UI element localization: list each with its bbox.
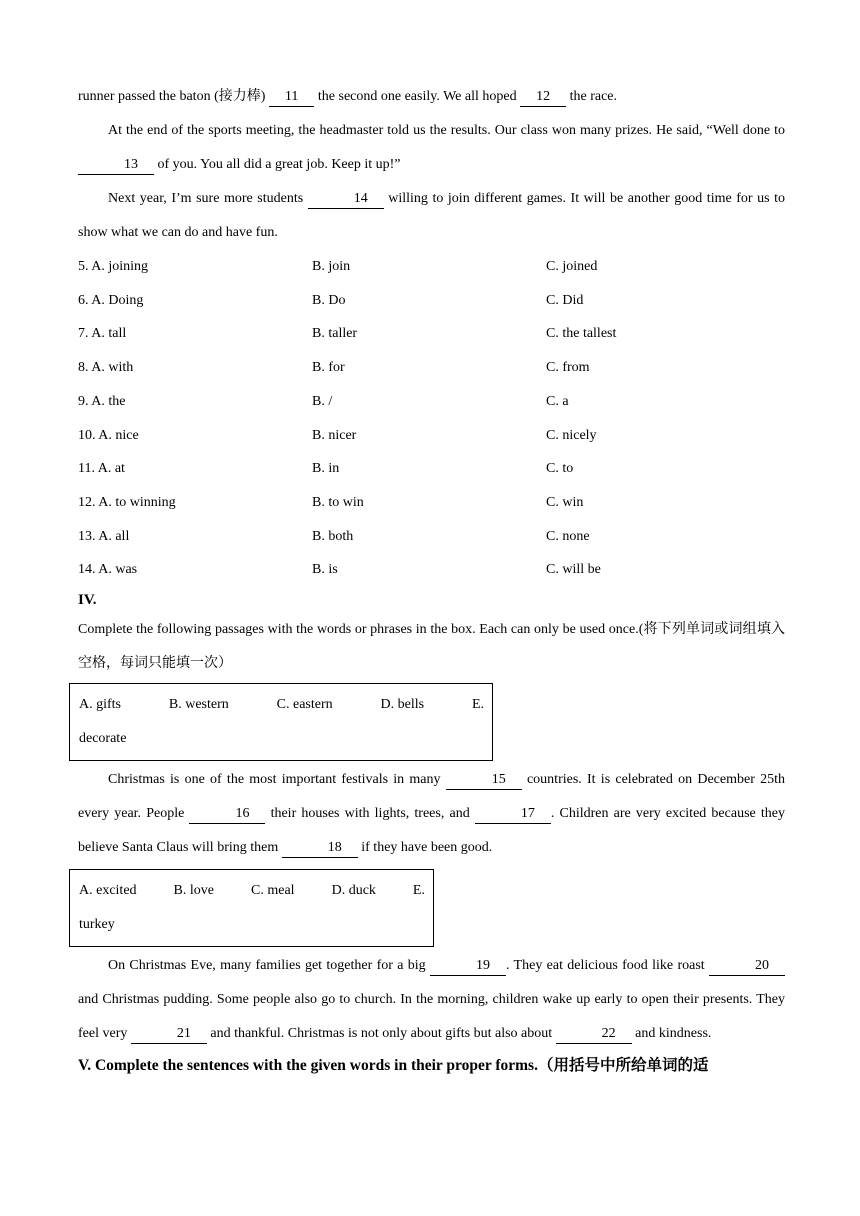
option-b[interactable]: B. in [312, 461, 340, 477]
word-box [69, 683, 493, 761]
option-c[interactable]: C. to [546, 461, 574, 477]
option-b[interactable]: B. taller [312, 326, 358, 342]
word-box [69, 869, 434, 947]
passage-paragraph [78, 114, 785, 182]
blank-20[interactable]: 20 [709, 957, 785, 976]
word-option: A. excited [79, 883, 137, 899]
option-b[interactable]: B. both [312, 528, 354, 544]
word-option: B. love [173, 883, 214, 899]
option-a[interactable]: 7. A. tall [78, 326, 127, 342]
option-a[interactable]: 12. A. to winning [78, 494, 176, 510]
text: . They eat delicious food like roast [505, 958, 709, 974]
option-c[interactable]: C. nicely [546, 427, 597, 443]
passage-line [78, 80, 785, 114]
word-option: D. bells [380, 697, 425, 713]
option-c[interactable]: C. Did [546, 292, 584, 308]
word-option: E. [471, 697, 484, 713]
passage-paragraph [78, 949, 785, 1051]
word-option: C. meal [251, 883, 295, 899]
blank-18[interactable]: 18 [282, 839, 358, 858]
passage-paragraph [78, 763, 785, 865]
blank-17[interactable]: 17 [475, 805, 551, 824]
word-option: D. duck [331, 883, 376, 899]
text: and thankful. Christmas is not only about gifts but also about [206, 1026, 556, 1042]
text: the race. [566, 89, 618, 104]
blank-13[interactable]: 13 [78, 156, 154, 175]
option-b[interactable]: B. join [312, 259, 351, 274]
option-a[interactable]: 14. A. was [78, 562, 138, 578]
text: At the end of the sports meeting, the headmaster told us the results. Our class won many prizes. He said, “Well done to [108, 123, 785, 138]
option-c[interactable]: C. joined [546, 259, 598, 274]
blank-16[interactable]: 16 [189, 805, 265, 824]
word-option: turkey [79, 917, 115, 933]
option-row [78, 250, 785, 284]
text: Christmas is one of the most important festivals in many [108, 772, 446, 788]
option-a[interactable]: 9. A. the [78, 393, 126, 409]
option-c[interactable]: C. a [546, 393, 569, 409]
blank-21[interactable]: 21 [131, 1025, 207, 1044]
options-list [78, 250, 785, 587]
word-option: C. eastern [276, 697, 333, 713]
option-b[interactable]: B. / [312, 393, 333, 409]
text: Next year, I’m sure more students [108, 191, 308, 206]
option-a[interactable]: 6. A. Doing [78, 292, 144, 308]
text: their houses with lights, trees, and [265, 806, 475, 822]
option-row [78, 452, 785, 486]
blank-19[interactable]: 19 [430, 957, 506, 976]
section-title: IV. [78, 592, 97, 609]
text: the second one easily. We all hoped [314, 89, 521, 104]
blank-15[interactable]: 15 [446, 771, 522, 790]
option-a[interactable]: 10. A. nice [78, 427, 139, 443]
word-option: decorate [79, 731, 127, 747]
blank-14[interactable]: 14 [308, 190, 384, 209]
option-c[interactable]: C. the tallest [546, 326, 617, 342]
text: countries. It is celebrated on December 25th every year. People [78, 772, 785, 822]
blank-11[interactable]: 11 [269, 88, 314, 107]
option-row [78, 486, 785, 520]
word-box-row [79, 874, 425, 908]
option-a[interactable]: 8. A. with [78, 360, 134, 376]
text: willing to join different games. It will be another good time for us to show what we can do and have fun. [78, 191, 785, 240]
option-c[interactable]: C. win [546, 494, 584, 510]
option-b[interactable]: B. for [312, 360, 345, 376]
word-option: A. gifts [79, 697, 121, 713]
word-option: B. western [168, 697, 229, 713]
word-option: E. [412, 883, 425, 899]
option-a[interactable]: 11. A. at [78, 461, 125, 477]
passage-paragraph [78, 182, 785, 250]
option-b[interactable]: B. to win [312, 494, 364, 510]
worksheet-page [78, 80, 785, 1081]
blank-12[interactable]: 12 [520, 88, 566, 107]
section-title: V. Complete the sentences with the given words in their proper forms.（用括号中所给单词的适 [78, 1057, 709, 1075]
option-row [78, 520, 785, 554]
text: On Christmas Eve, many families get together for a big [108, 958, 430, 974]
option-row [78, 419, 785, 453]
option-row [78, 385, 785, 419]
text: if they have been good. [357, 840, 493, 856]
option-b[interactable]: B. nicer [312, 427, 357, 443]
word-box-row [79, 688, 484, 722]
option-c[interactable]: C. none [546, 528, 590, 544]
option-row [78, 317, 785, 351]
blank-22[interactable]: 22 [556, 1025, 632, 1044]
text: runner passed the baton (接力棒) [78, 89, 269, 104]
option-row [78, 351, 785, 385]
option-row [78, 553, 785, 587]
text: . Children are very excited because they believe Santa Claus will bring them [78, 806, 785, 856]
option-a[interactable]: 13. A. all [78, 528, 130, 544]
option-b[interactable]: B. Do [312, 292, 346, 308]
text: of you. You all did a great job. Keep it up!” [154, 157, 401, 172]
option-a[interactable]: 5. A. joining [78, 259, 149, 274]
text: and kindness. [631, 1026, 712, 1042]
option-row [78, 284, 785, 318]
text: and Christmas pudding. Some people also go to church. In the morning, children wake up early to open their presents. They feel very [78, 992, 785, 1042]
option-c[interactable]: C. will be [546, 562, 601, 578]
section-instruction: Complete the following passages with the words or phrases in the box. Each can only be used once.(将下列单词或词组填入空格，每词只能填一次） [78, 622, 785, 672]
option-b[interactable]: B. is [312, 562, 338, 578]
option-c[interactable]: C. from [546, 360, 590, 376]
